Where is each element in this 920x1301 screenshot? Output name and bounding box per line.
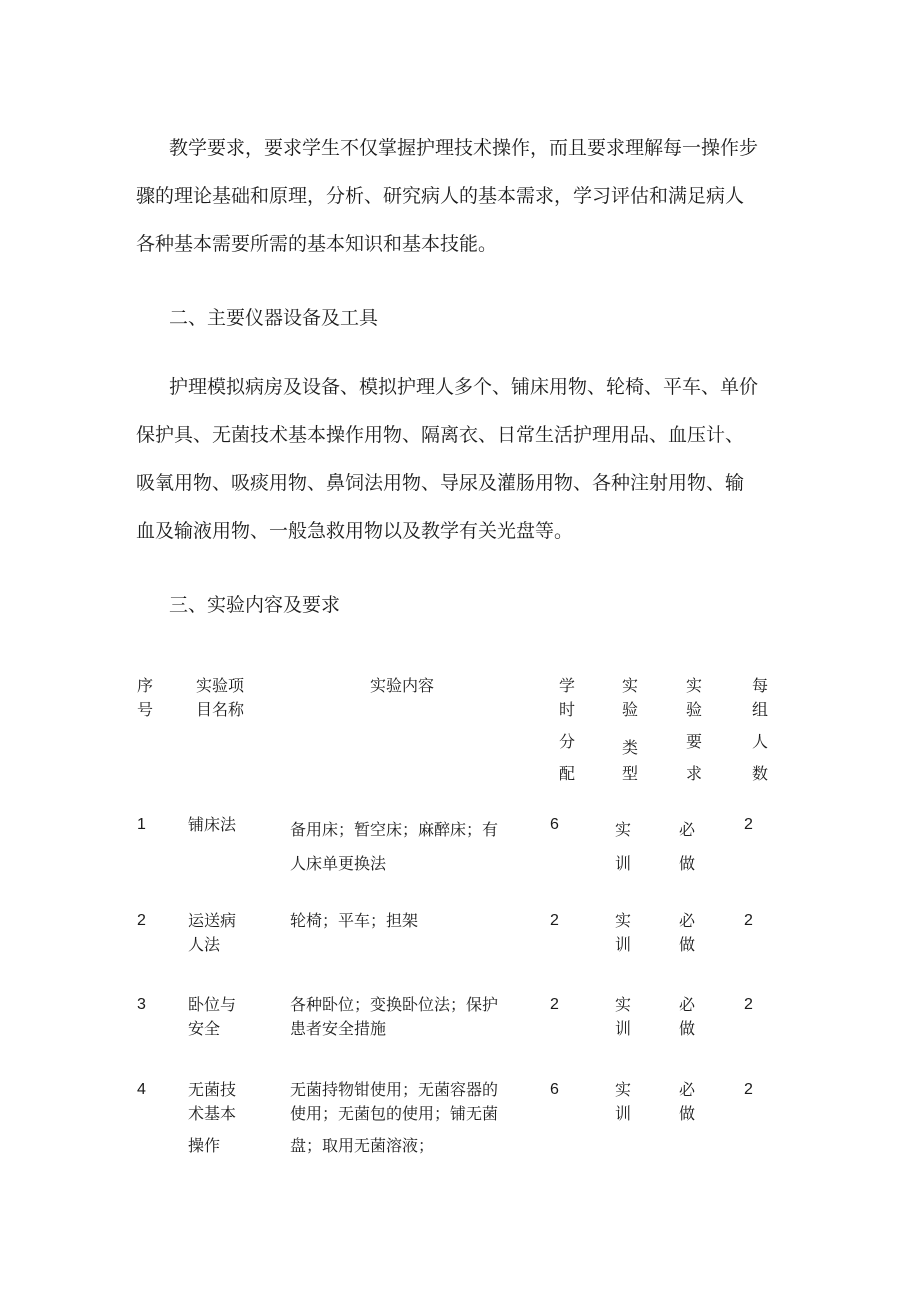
cell-req: 必 做 <box>679 995 696 1038</box>
cell-name: 铺床法 <box>188 815 237 834</box>
cell-seq: 4 <box>137 1081 146 1098</box>
cell-group: 2 <box>744 816 753 833</box>
equipment-line: 护理模拟病房及设备、模拟护理人多个、铺床用物、轮椅、平车、单价 <box>169 376 759 398</box>
cell-req: 必 做 <box>679 911 696 954</box>
header-hours: 学 时 分 配 <box>559 676 576 783</box>
intro-line: 各种基本需要所需的基本知识和基本技能。 <box>136 233 498 255</box>
header-req: 实 验 要 求 <box>686 676 703 783</box>
cell-name: 无菌技 术基本 操作 <box>188 1080 237 1155</box>
header-content: 实验内容 <box>370 676 435 695</box>
intro-line: 骤的理论基础和原理，分析、研究病人的基本需求，学习评估和满足病人 <box>136 185 745 207</box>
cell-hours: 2 <box>550 912 559 929</box>
header-seq: 序 号 <box>137 676 154 719</box>
cell-hours: 2 <box>550 996 559 1013</box>
cell-group: 2 <box>744 912 753 929</box>
cell-content: 轮椅；平车；担架 <box>290 911 419 930</box>
equipment-line: 吸氧用物、吸痰用物、鼻饲法用物、导尿及灌肠用物、各种注射用物、输 <box>136 472 745 494</box>
cell-name: 卧位与 安全 <box>188 995 237 1038</box>
cell-content: 备用床；暂空床；麻醉床；有 人床单更换法 <box>290 820 499 873</box>
cell-type: 实 训 <box>615 995 632 1038</box>
cell-group: 2 <box>744 1081 753 1098</box>
section-heading-equipment: 二、主要仪器设备及工具 <box>169 307 379 329</box>
cell-req: 必 做 <box>679 820 696 873</box>
cell-hours: 6 <box>550 816 559 833</box>
equipment-line: 血及输液用物、一般急救用物以及教学有关光盘等。 <box>136 520 574 542</box>
cell-seq: 1 <box>137 816 146 833</box>
header-type: 实 验 类 型 <box>622 676 639 783</box>
section-heading-experiments: 三、实验内容及要求 <box>169 594 341 616</box>
header-name: 实验项 目名称 <box>196 676 245 719</box>
cell-group: 2 <box>744 996 753 1013</box>
equipment-line: 保护具、无菌技术基本操作用物、隔离衣、日常生活护理用品、血压计、 <box>136 424 745 446</box>
cell-type: 实 训 <box>615 820 632 873</box>
cell-req: 必 做 <box>679 1080 696 1123</box>
cell-content: 无菌持物钳使用；无菌容器的 使用；无菌包的使用；铺无菌 盘；取用无菌溶液； <box>290 1080 499 1155</box>
cell-seq: 2 <box>137 912 146 929</box>
cell-content: 各种卧位；变换卧位法；保护 患者安全措施 <box>290 995 499 1038</box>
intro-line: 教学要求，要求学生不仅掌握护理技术操作，而且要求理解每一操作步 <box>169 137 759 159</box>
cell-hours: 6 <box>550 1081 559 1098</box>
cell-type: 实 训 <box>615 911 632 954</box>
cell-seq: 3 <box>137 996 146 1013</box>
cell-type: 实 训 <box>615 1080 632 1123</box>
cell-name: 运送病 人法 <box>188 911 237 954</box>
header-group: 每 组 人 数 <box>752 676 769 783</box>
